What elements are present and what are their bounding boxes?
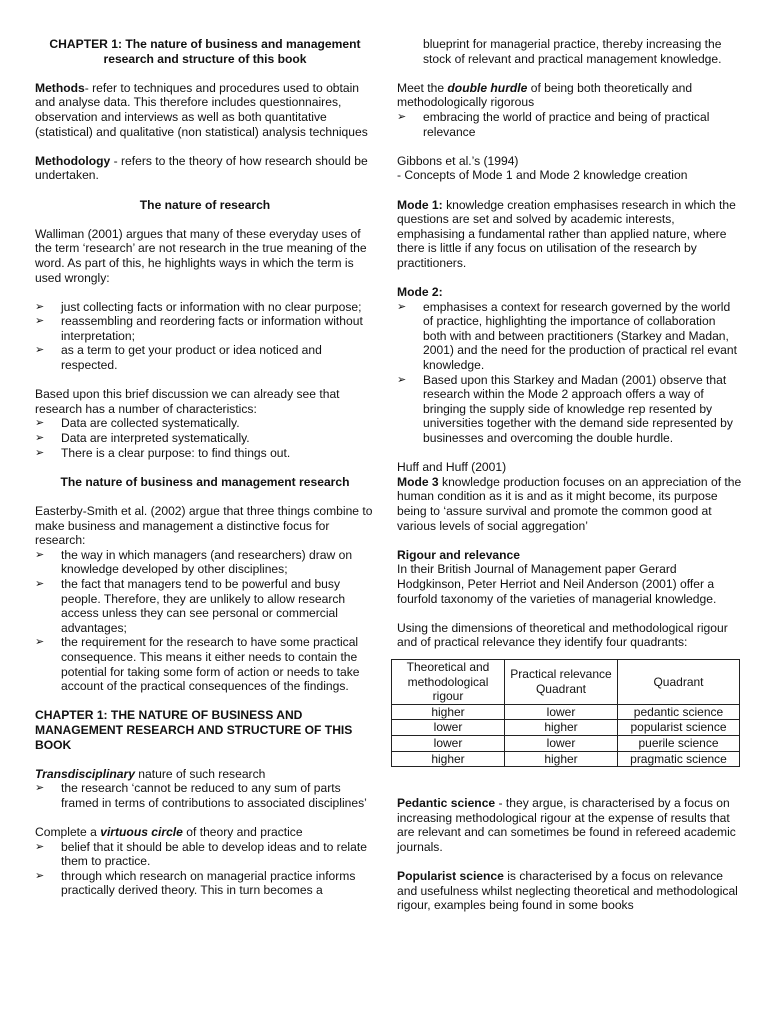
mode1-text: knowledge creation emphasises research in which the questions are set and solved by academic interests, emphasising a fundamental rather than applied nature, where there is little if any focus on utilisation of the research by practitioners. (397, 197, 736, 270)
table-row (392, 735, 740, 751)
list-item: ➢ Data are collected systematically. (35, 416, 375, 431)
table-cell: higher (505, 720, 618, 736)
methods-text: - refer to techniques and procedures used to obtain and analyse data. This therefore includes questionnaires, observation and interviews as well as both quantitative (statistical) and qualitative (non statistical) analysis techniques (35, 80, 368, 139)
table-row (392, 704, 740, 720)
double-hurdle-list (397, 110, 742, 139)
table-header: Practical relevance Quadrant (505, 659, 618, 704)
walliman-list (35, 300, 375, 373)
table-cell: lower (505, 735, 618, 751)
virtuous-list (35, 840, 375, 898)
chapter-title-caps: CHAPTER 1: THE NATURE OF BUSINESS AND MANAGEMENT RESEARCH AND STRUCTURE OF THIS BOOK (35, 708, 353, 752)
transdisciplinary-paragraph (35, 767, 375, 782)
table-row (392, 720, 740, 736)
characteristics-list (35, 416, 375, 460)
mode3-term: Mode 3 (397, 474, 439, 489)
methods-term: Methods (35, 80, 85, 95)
right-column (397, 37, 742, 913)
characteristics-paragraph: Based upon this brief discussion we can already see that research has a number of characteristics: (35, 387, 340, 416)
table-header: Theoretical and methodological rigour (392, 659, 505, 704)
table-header-row (392, 659, 740, 704)
double-hurdle-before: Meet the (397, 80, 448, 95)
list-item: ➢ the fact that managers tend to be powerful and busy people. Therefore, they are unlikely to allow research access unless they can see personal or commercial advantages; (35, 577, 375, 635)
pedantic-text: - they argue, is characterised by a focus on increasing methodological rigour at the expense of results that are relevant and can sometimes be found in refereed academic journals. (397, 796, 736, 854)
methodology-paragraph (35, 154, 375, 183)
mode1-paragraph (397, 198, 742, 271)
nature-heading: The nature of research (139, 197, 271, 212)
list-item: ➢ the requirement for the research to have some practical consequence. This means it either needs to contain the potential for taking some form of action or needs to take account of the practical consequences of the findings. (35, 635, 375, 693)
walliman-paragraph: Walliman (2001) argues that many of these everyday uses of the term ‘research’ are not research in the true meaning of the word. As part of this, he highlights ways in which the term is used wrongly: (35, 226, 367, 285)
table-header: Quadrant (618, 659, 740, 704)
list-item: ➢ the way in which managers (and researchers) draw on knowledge developed by other disciplines; (35, 548, 375, 577)
transdisciplinary-list (35, 781, 375, 810)
table-cell: higher (505, 751, 618, 767)
virtuous-after: of theory and practice (182, 825, 303, 840)
mode1-term: Mode 1: (397, 197, 443, 212)
table-cell: pedantic science (618, 704, 740, 720)
double-hurdle-after: of being both theoretically and methodologically rigorous (397, 80, 693, 110)
list-item: ➢ belief that it should be able to develop ideas and to relate them to practice. (35, 840, 375, 869)
double-hurdle-paragraph (397, 81, 742, 110)
pedantic-term: Pedantic science (397, 796, 496, 811)
virtuous-paragraph (35, 825, 375, 840)
methods-paragraph (35, 81, 375, 139)
double-hurdle-term: double hurdle (447, 80, 528, 95)
easterby-paragraph: Easterby-Smith et al. (2002) argue that three things combine to make business and management a distinctive focus for research: (35, 504, 373, 548)
chapter-title: CHAPTER 1: The nature of business and management research and structure of this book (49, 37, 361, 66)
table-cell: puerile science (618, 735, 740, 751)
gibbons-concepts: - Concepts of Mode 1 and Mode 2 knowledge creation (397, 168, 688, 183)
methodology-term: Methodology (35, 153, 111, 168)
mode2-list (397, 300, 742, 446)
easterby-list (35, 548, 375, 694)
list-item: ➢ emphasises a context for research governed by the world of practice, highlighting the importance of collaboration both with and between practitioners (Starkey and Madan, 2001) and the need for the production of practical rel evant knowledge. (397, 300, 742, 373)
mode3-paragraph (397, 475, 742, 533)
rigour-heading: Rigour and relevance (397, 547, 520, 562)
table-cell: pragmatic science (618, 751, 740, 767)
methodology-text: - refers to the theory of how research should be undertaken. (35, 153, 368, 183)
list-item: ➢ embracing the world of practice and being of practical relevance (397, 110, 742, 139)
list-item: ➢ as a term to get your product or idea noticed and respected. (35, 343, 375, 372)
mode2-term: Mode 2: (397, 285, 443, 300)
table-cell: lower (505, 704, 618, 720)
table-cell: popularist science (618, 720, 740, 736)
left-column (35, 37, 375, 898)
transdisciplinary-text: nature of such research (134, 766, 266, 781)
virtuous-term: virtuous circle (100, 825, 183, 840)
continuation-text: blueprint for managerial practice, thereby increasing the stock of relevant and practical management knowledge. (423, 37, 722, 66)
huff-citation: Huff and Huff (2001) (397, 460, 507, 475)
list-item: ➢ reassembling and reordering facts or information without interpretation; (35, 314, 375, 343)
popularist-text: is characterised by a focus on relevance and usefulness whilst neglecting theoretical and methodological rigour, examples being found in some books (397, 869, 738, 913)
table-row (392, 751, 740, 767)
business-management-heading: The nature of business and management research (60, 474, 350, 489)
popularist-paragraph (397, 869, 742, 913)
pedantic-paragraph (397, 796, 742, 854)
table-cell: higher (392, 704, 505, 720)
transdisciplinary-term: Transdisciplinary (35, 766, 135, 781)
gibbons-citation: Gibbons et al.’s (1994) (397, 153, 519, 168)
table-cell: lower (392, 720, 505, 736)
list-item: ➢ the research ‘cannot be reduced to any sum of parts framed in terms of contributions to associated disciplines’ (35, 781, 375, 810)
virtuous-before: Complete a (35, 825, 101, 840)
table-cell: higher (392, 751, 505, 767)
dimensions-paragraph: Using the dimensions of theoretical and methodological rigour and of practical relevance they identify four quadrants: (397, 620, 728, 650)
mode3-text: knowledge production focuses on an appreciation of the human condition as it is and as it might become, its purpose being to ‘assure survival and promote the common good at various levels of social aggregation’ (397, 474, 742, 533)
rigour-text: In their British Journal of Management paper Gerard Hodgkinson, Peter Herriot and Neil Anderson (2001) offer a fourfold taxonomy of the varieties of managerial knowledge. (397, 562, 717, 606)
table-cell: lower (392, 735, 505, 751)
quadrant-table (391, 659, 740, 767)
list-item: ➢ just collecting facts or information with no clear purpose; (35, 300, 375, 315)
list-item: ➢ Based upon this Starkey and Madan (2001) observe that research within the Mode 2 approach offers a way of bringing the supply side of knowledge rep resented by universities together with the demand side represented by businesses and overcoming the double hurdle. (397, 373, 742, 446)
list-item: ➢ Data are interpreted systematically. (35, 431, 375, 446)
list-item: ➢ through which research on managerial practice informs practically derived theory. This in turn becomes a (35, 869, 375, 898)
popularist-term: Popularist science (397, 869, 504, 884)
list-item: ➢ There is a clear purpose: to find things out. (35, 446, 375, 461)
